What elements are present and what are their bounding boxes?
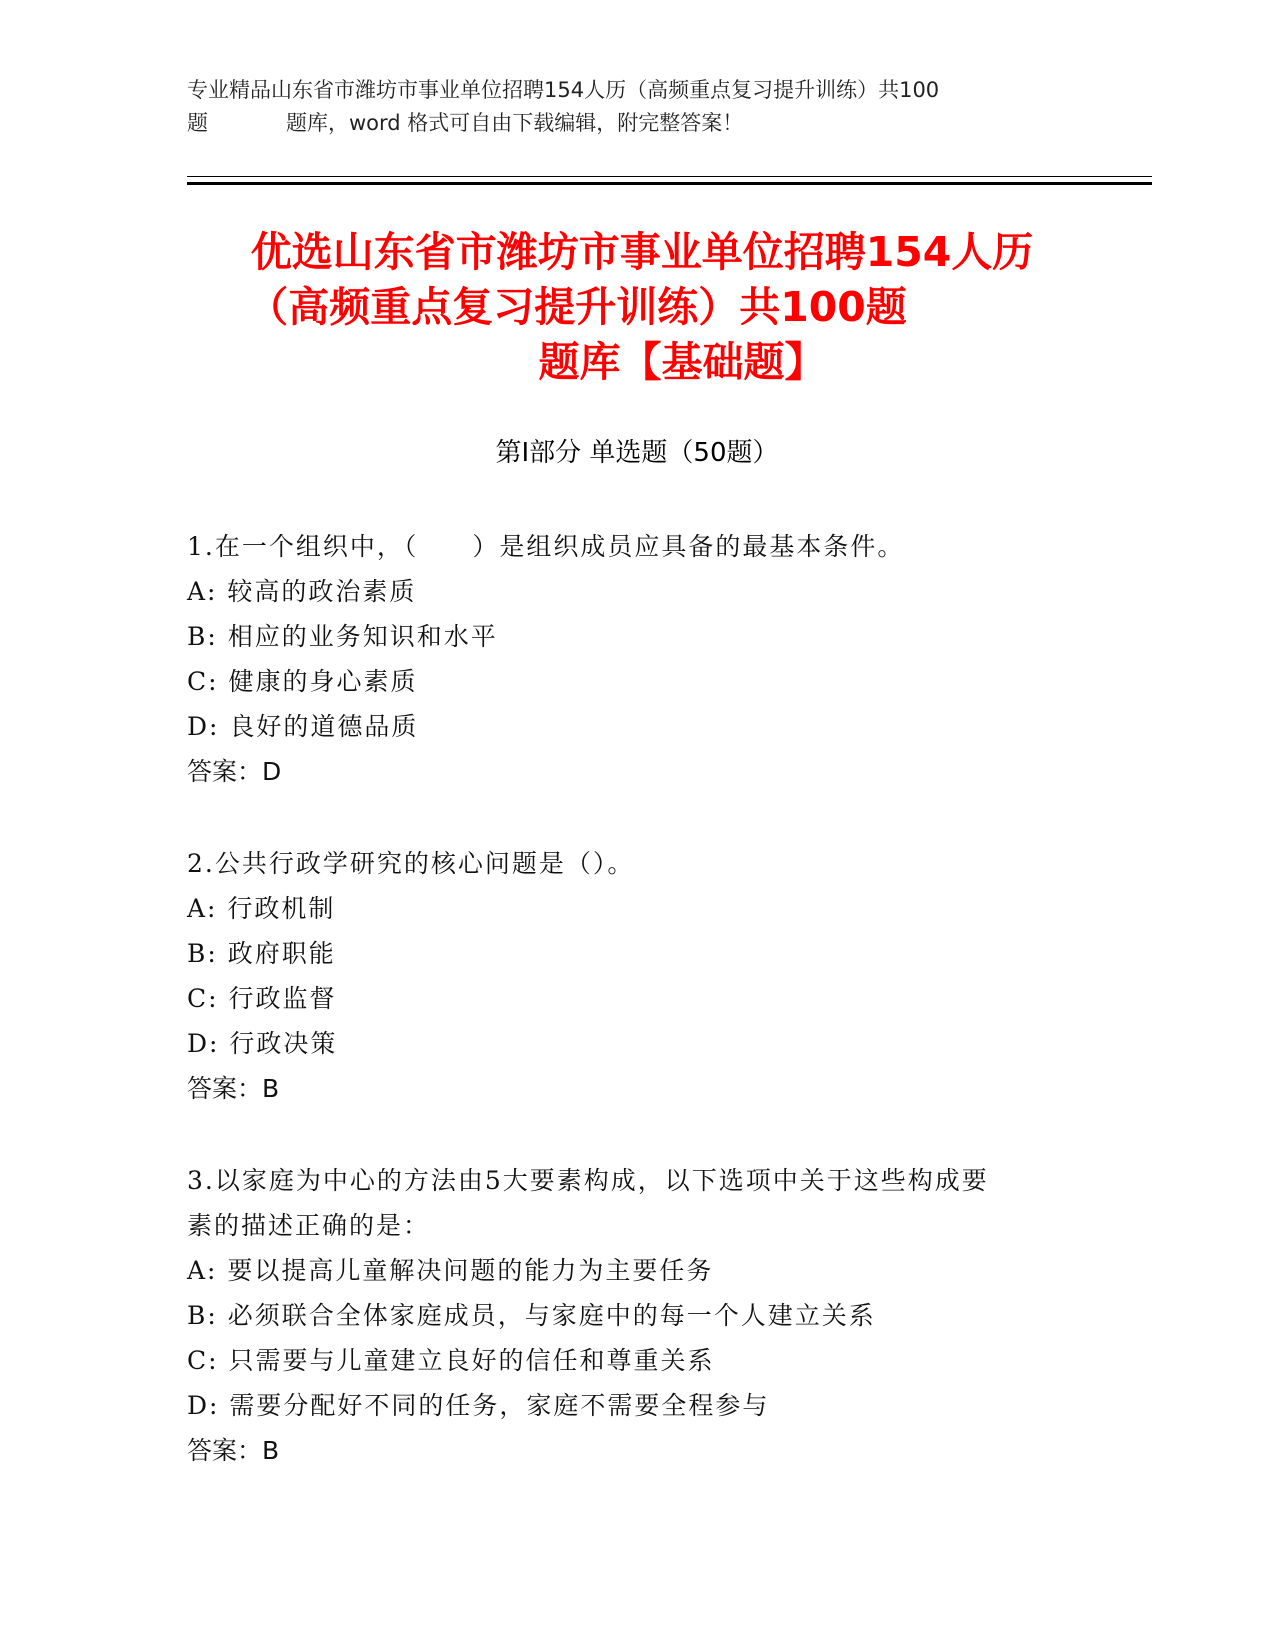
question-3 <box>187 1158 1087 1473</box>
option-d: D: 需要分配好不同的任务，家庭不需要全程参与 <box>187 1391 770 1420</box>
header-divider-thick <box>187 182 1152 185</box>
option-c: C: 行政监督 <box>187 984 337 1013</box>
header-divider-thin <box>187 176 1152 177</box>
header-note-line-2-start: 题 <box>187 111 208 135</box>
question-stem-line-2: 素的描述正确的是： <box>187 1211 431 1240</box>
answer-line: 答案：B <box>187 1436 280 1465</box>
document-title-line-2: （高频重点复习提升训练）共100题 <box>247 283 907 331</box>
header-note-line-1: 专业精品山东省市潍坊市事业单位招聘154人历（高频重点复习提升训练）共100 <box>187 78 940 102</box>
answer-line: 答案：D <box>187 757 282 786</box>
question-stem: 1.在一个组织中，（ ）是组织成员应具备的最基本条件。 <box>187 532 905 561</box>
document-title <box>187 225 1087 390</box>
option-b: B: 相应的业务知识和水平 <box>187 622 498 651</box>
question-stem: 2.公共行政学研究的核心问题是（）。 <box>187 849 635 878</box>
section-heading: 第Ⅰ部分 单选题（50题） <box>495 438 779 468</box>
question-2 <box>187 841 1087 1111</box>
option-d: D: 行政决策 <box>187 1029 338 1058</box>
question-1 <box>187 524 1087 794</box>
header-note-gap <box>208 107 286 140</box>
header-note <box>187 74 1087 140</box>
option-a: A: 较高的政治素质 <box>187 577 417 606</box>
option-b: B: 必须联合全体家庭成员，与家庭中的每一个人建立关系 <box>187 1301 876 1330</box>
question-stem-line-1: 3.以家庭为中心的方法由5大要素构成，以下选项中关于这些构成要 <box>187 1166 989 1195</box>
option-a: A: 要以提高儿童解决问题的能力为主要任务 <box>187 1256 714 1285</box>
answer-line: 答案：B <box>187 1074 280 1103</box>
header-note-line-2-rest: 题库，word 格式可自由下载编辑，附完整答案！ <box>286 111 744 135</box>
document-title-line-1: 优选山东省市潍坊市事业单位招聘154人历 <box>250 228 1034 276</box>
option-c: C: 只需要与儿童建立良好的信任和尊重关系 <box>187 1346 715 1375</box>
option-a: A: 行政机制 <box>187 894 336 923</box>
option-b: B: 政府职能 <box>187 939 336 968</box>
header-note-line-2 <box>187 107 1087 140</box>
option-d: D: 良好的道德品质 <box>187 712 419 741</box>
option-c: C: 健康的身心素质 <box>187 667 418 696</box>
document-title-line-3: 题库【基础题】 <box>538 338 826 386</box>
